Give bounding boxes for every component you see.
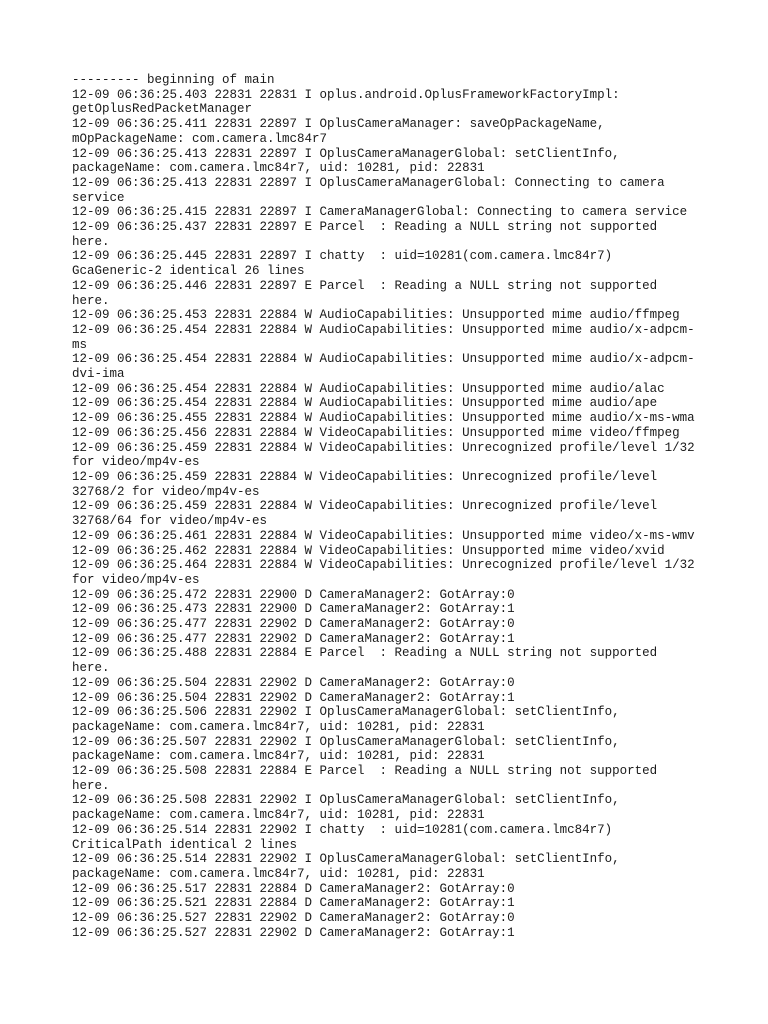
log-line: 12-09 06:36:25.504 22831 22902 D CameraManager2: GotArray:0 bbox=[72, 675, 515, 690]
log-line: 12-09 06:36:25.456 22831 22884 W VideoCapabilities: Unsupported mime video/ffmpeg bbox=[72, 425, 680, 440]
log-line: here. bbox=[72, 234, 110, 249]
log-line: 12-09 06:36:25.413 22831 22897 I OplusCameraManagerGlobal: Connecting to camera bbox=[72, 175, 665, 190]
log-line: 12-09 06:36:25.508 22831 22884 E Parcel : Reading a NULL string not supported bbox=[72, 764, 658, 779]
log-document bbox=[72, 73, 722, 940]
log-line: 12-09 06:36:25.453 22831 22884 W AudioCapabilities: Unsupported mime audio/ffmpeg bbox=[72, 308, 680, 323]
log-line: GcaGeneric-2 identical 26 lines bbox=[72, 264, 305, 279]
log-line: 12-09 06:36:25.437 22831 22897 E Parcel : Reading a NULL string not supported bbox=[72, 220, 658, 235]
log-line: 12-09 06:36:25.454 22831 22884 W AudioCapabilities: Unsupported mime audio/x-adpcm- bbox=[72, 352, 695, 367]
log-line: mOpPackageName: com.camera.lmc84r7 bbox=[72, 131, 328, 146]
log-line: 12-09 06:36:25.506 22831 22902 I OplusCameraManagerGlobal: setClientInfo, bbox=[72, 705, 620, 720]
log-line: 12-09 06:36:25.514 22831 22902 I chatty : uid=10281(com.camera.lmc84r7) bbox=[72, 822, 613, 837]
log-line: 12-09 06:36:25.459 22831 22884 W VideoCapabilities: Unrecognized profile/level bbox=[72, 469, 658, 484]
log-line: packageName: com.camera.lmc84r7, uid: 10281, pid: 22831 bbox=[72, 161, 485, 176]
log-line: 12-09 06:36:25.521 22831 22884 D CameraManager2: GotArray:1 bbox=[72, 896, 515, 911]
log-line: packageName: com.camera.lmc84r7, uid: 10281, pid: 22831 bbox=[72, 749, 485, 764]
log-line: 12-09 06:36:25.454 22831 22884 W AudioCapabilities: Unsupported mime audio/alac bbox=[72, 381, 665, 396]
log-line: ms bbox=[72, 337, 88, 352]
log-line: 12-09 06:36:25.454 22831 22884 W AudioCapabilities: Unsupported mime audio/ape bbox=[72, 396, 658, 411]
log-line: packageName: com.camera.lmc84r7, uid: 10281, pid: 22831 bbox=[72, 719, 485, 734]
log-line: 12-09 06:36:25.477 22831 22902 D CameraManager2: GotArray:0 bbox=[72, 617, 515, 632]
log-line: 12-09 06:36:25.472 22831 22900 D CameraManager2: GotArray:0 bbox=[72, 587, 515, 602]
log-line: 12-09 06:36:25.403 22831 22831 I oplus.android.OplusFrameworkFactoryImpl: bbox=[72, 87, 620, 102]
log-line: 12-09 06:36:25.504 22831 22902 D CameraManager2: GotArray:1 bbox=[72, 690, 515, 705]
log-line: 12-09 06:36:25.415 22831 22897 I CameraManagerGlobal: Connecting to camera service bbox=[72, 205, 688, 220]
log-line: CriticalPath identical 2 lines bbox=[72, 837, 298, 852]
log-line: getOplusRedPacketManager bbox=[72, 102, 253, 117]
log-line: 12-09 06:36:25.527 22831 22902 D CameraManager2: GotArray:1 bbox=[72, 925, 515, 940]
log-line: packageName: com.camera.lmc84r7, uid: 10281, pid: 22831 bbox=[72, 808, 485, 823]
log-line: 12-09 06:36:25.454 22831 22884 W AudioCapabilities: Unsupported mime audio/x-adpcm- bbox=[72, 322, 695, 337]
log-line: 12-09 06:36:25.507 22831 22902 I OplusCameraManagerGlobal: setClientInfo, bbox=[72, 734, 620, 749]
log-line: 12-09 06:36:25.446 22831 22897 E Parcel : Reading a NULL string not supported bbox=[72, 278, 658, 293]
log-line: 32768/2 for video/mp4v-es bbox=[72, 484, 260, 499]
log-line: 12-09 06:36:25.455 22831 22884 W AudioCapabilities: Unsupported mime audio/x-ms-wma bbox=[72, 411, 695, 426]
log-line: 12-09 06:36:25.413 22831 22897 I OplusCameraManagerGlobal: setClientInfo, bbox=[72, 146, 620, 161]
log-line: here. bbox=[72, 661, 110, 676]
log-line: for video/mp4v-es bbox=[72, 455, 200, 470]
log-line: packageName: com.camera.lmc84r7, uid: 10281, pid: 22831 bbox=[72, 866, 485, 881]
log-line: dvi-ima bbox=[72, 367, 125, 382]
log-line: 32768/64 for video/mp4v-es bbox=[72, 514, 268, 529]
log-line: here. bbox=[72, 778, 110, 793]
log-line: 12-09 06:36:25.527 22831 22902 D CameraManager2: GotArray:0 bbox=[72, 911, 515, 926]
log-line: 12-09 06:36:25.461 22831 22884 W VideoCapabilities: Unsupported mime video/x-ms-wmv bbox=[72, 528, 695, 543]
log-line: 12-09 06:36:25.459 22831 22884 W VideoCapabilities: Unrecognized profile/level bbox=[72, 499, 658, 514]
log-line: service bbox=[72, 190, 125, 205]
log-line: --------- beginning of main bbox=[72, 73, 275, 87]
log-line: 12-09 06:36:25.477 22831 22902 D CameraManager2: GotArray:1 bbox=[72, 631, 515, 646]
log-line: 12-09 06:36:25.473 22831 22900 D CameraManager2: GotArray:1 bbox=[72, 602, 515, 617]
log-line: 12-09 06:36:25.411 22831 22897 I OplusCameraManager: saveOpPackageName, bbox=[72, 117, 605, 132]
log-line: 12-09 06:36:25.462 22831 22884 W VideoCapabilities: Unsupported mime video/xvid bbox=[72, 543, 665, 558]
log-line: 12-09 06:36:25.514 22831 22902 I OplusCameraManagerGlobal: setClientInfo, bbox=[72, 852, 620, 867]
log-line: 12-09 06:36:25.459 22831 22884 W VideoCapabilities: Unrecognized profile/level 1/32 bbox=[72, 440, 695, 455]
log-line: 12-09 06:36:25.464 22831 22884 W VideoCapabilities: Unrecognized profile/level 1/32 bbox=[72, 558, 695, 573]
log-line: 12-09 06:36:25.488 22831 22884 E Parcel : Reading a NULL string not supported bbox=[72, 646, 658, 661]
log-line: 12-09 06:36:25.445 22831 22897 I chatty : uid=10281(com.camera.lmc84r7) bbox=[72, 249, 613, 264]
log-line: here. bbox=[72, 293, 110, 308]
log-line: 12-09 06:36:25.508 22831 22902 I OplusCameraManagerGlobal: setClientInfo, bbox=[72, 793, 620, 808]
log-line: 12-09 06:36:25.517 22831 22884 D CameraManager2: GotArray:0 bbox=[72, 881, 515, 896]
log-line: for video/mp4v-es bbox=[72, 572, 200, 587]
log-text-block bbox=[72, 73, 722, 940]
